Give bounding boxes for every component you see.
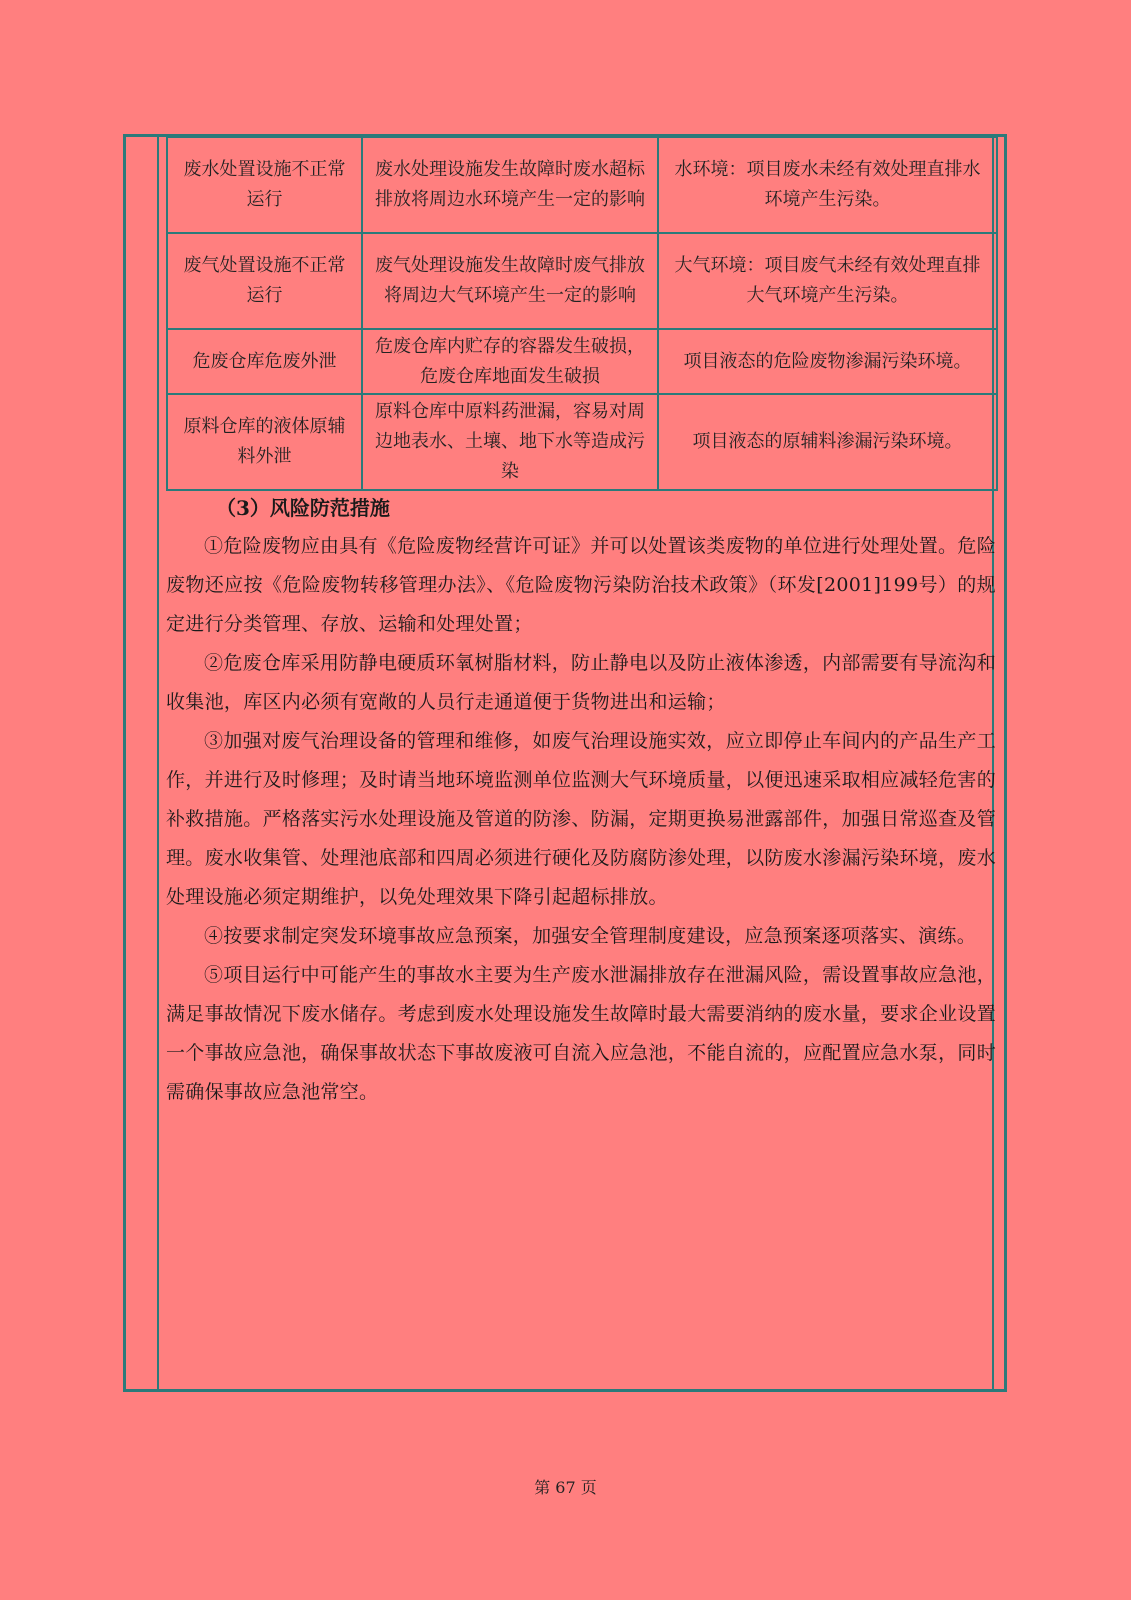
risk-cause-cell: 废气处理设施发生故障时废气排放将周边大气环境产生一定的影响 [362,233,658,329]
table-row [167,233,997,329]
risk-table [166,136,998,491]
table-row [167,329,997,394]
risk-source-cell: 废水处置设施不正常运行 [167,137,362,233]
page-number: 第 67 页 [534,1478,597,1497]
frame-left-divider [157,137,159,1389]
measure-paragraph: ①危险废物应由具有《危险废物经营许可证》并可以处置该类废物的单位进行处理处置。危险废物还应按《危险废物转移管理办法》、《危险废物污染防治技术政策》（环发[2001]199号）的规定进行分类管理、存放、运输和处理处置； [166,535,996,635]
section-heading: （3）风险防范措施 [216,496,390,520]
risk-source-cell: 危废仓库危废外泄 [167,329,362,394]
risk-impact-cell: 大气环境：项目废气未经有效处理直排大气环境产生污染。 [658,233,997,329]
risk-impact-cell: 水环境：项目废水未经有效处理直排水环境产生污染。 [658,137,997,233]
risk-impact-cell: 项目液态的原辅料渗漏污染环境。 [658,394,997,490]
risk-cause-cell: 原料仓库中原料药泄漏，容易对周边地表水、土壤、地下水等造成污染 [362,394,658,490]
measure-paragraph: ②危废仓库采用防静电硬质环氧树脂材料，防止静电以及防止液体渗透，内部需要有导流沟和收集池，库区内必须有宽敞的人员行走通道便于货物进出和运输； [166,652,996,713]
risk-cause-cell: 废水处理设施发生故障时废水超标排放将周边水环境产生一定的影响 [362,137,658,233]
measure-paragraph: ③加强对废气治理设备的管理和维修，如废气治理设施实效，应立即停止车间内的产品生产工作，并进行及时修理；及时请当地环境监测单位监测大气环境质量，以便迅速采取相应减轻危害的补救措施。严格落实污水处理设施及管道的防渗、防漏，定期更换易泄露部件，加强日常巡查及管理。废水收集管、处理池底部和四周必须进行硬化及防腐防渗处理，以防废水渗漏污染环境，废水处理设施必须定期维护，以免处理效果下降引起超标排放。 [166,730,996,908]
risk-impact-cell: 项目液态的危险废物渗漏污染环境。 [658,329,997,394]
measure-paragraph: ④按要求制定突发环境事故应急预案，加强安全管理制度建设，应急预案逐项落实、演练。 [204,925,977,947]
content-area [166,136,996,1112]
table-row [167,394,997,490]
table-row [167,137,997,233]
risk-source-cell: 原料仓库的液体原辅料外泄 [167,394,362,490]
risk-cause-cell: 危废仓库内贮存的容器发生破损，危废仓库地面发生破损 [362,329,658,394]
measure-paragraph: ⑤项目运行中可能产生的事故水主要为生产废水泄漏排放存在泄漏风险，需设置事故应急池，满足事故情况下废水储存。考虑到废水处理设施发生故障时最大需要消纳的废水量，要求企业设置一个事故应急池，确保事故状态下事故废液可自流入应急池，不能自流的，应配置应急水泵，同时需确保事故应急池常空。 [166,964,996,1103]
risk-source-cell: 废气处置设施不正常运行 [167,233,362,329]
